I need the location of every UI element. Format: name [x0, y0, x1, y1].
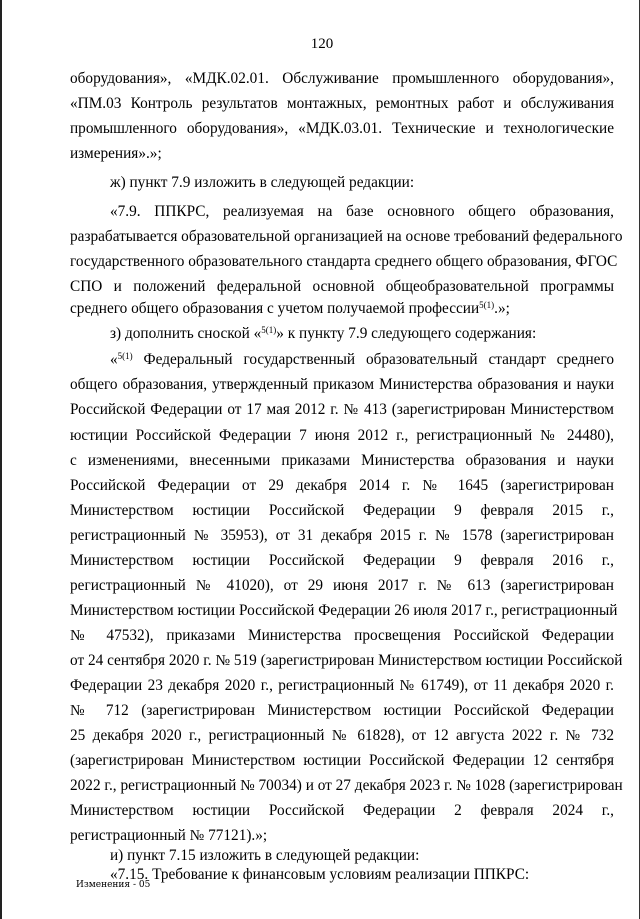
page-number: 120 [310, 36, 334, 52]
footnote-ref: 5(1) [479, 300, 495, 310]
footnote-ref: 5(1) [117, 351, 133, 361]
text-line: Федерации 23 декабря 2020 г., регистрационный № 61749), от 11 декабря 2020 г. [70, 677, 614, 694]
text-line: Министерством юстиции Российской Федерации 2 февраля 2024 г., [70, 802, 614, 819]
text-line: Российской Федерации от 17 мая 2012 г. № 413 (зарегистрирован Министерством [70, 401, 614, 418]
text-line: промышленного оборудования», «МДК.03.01. Технические и технологические [70, 120, 614, 137]
text-line: СПО и положений федеральной основной общеобразовательной программы [70, 278, 614, 295]
text-line: регистрационный № 35953), от 31 декабря 2015 г. № 1578 (зарегистрирован [70, 527, 614, 544]
text-line: от 24 сентября 2020 г. № 519 (зарегистрирован Министерством юстиции Российской [70, 652, 623, 669]
text-line: з) дополнить сноской «$^{5(1)}$» к пункту 7.9 следующего содержания: [110, 325, 537, 342]
text-line: (зарегистрирован Министерством юстиции Российской Федерации 12 сентября [70, 752, 614, 769]
text-line: № 712 (зарегистрирован Министерством юстиции Российской Федерации [70, 702, 614, 719]
text-line: регистрационный № 41020), от 29 июня 2017 г. № 613 (зарегистрирован [70, 577, 614, 594]
text-line: оборудования», «МДК.02.01. Обслуживание промышленного оборудования», [70, 70, 614, 87]
text-line: измерения».»; [70, 145, 162, 162]
text-line: разрабатывается образовательной организацией на основе требований федерального [70, 228, 623, 245]
text-line: и) пункт 7.15 изложить в следующей редакции: [110, 847, 420, 864]
text-line: «7.15. Требование к финансовым условиям реализации ППКРС: [110, 866, 530, 883]
text-line: «$^{5(1)}$ Федеральный государственный образовательный стандарт среднего [110, 351, 614, 368]
footer-revision-note: Изменения - 05 [76, 880, 151, 890]
text-line: Министерством юстиции Российской Федерации 9 февраля 2015 г., [70, 502, 614, 519]
text-line: 25 декабря 2020 г., регистрационный № 61828), от 12 августа 2022 г. № 732 [70, 727, 614, 744]
text-line: Российской Федерации от 29 декабря 2014 г. № 1645 (зарегистрирован [70, 477, 614, 494]
text-line: «7.9. ППКРС, реализуемая на базе основного общего образования, [110, 203, 614, 220]
text-line: с изменениями, внесенными приказами Министерства образования и науки [70, 452, 614, 469]
text-line: Министерством юстиции Российской Федерации 9 февраля 2016 г., [70, 552, 614, 569]
text-line: 2022 г., регистрационный № 70034) и от 27 декабря 2023 г. № 1028 (зарегистрирован [70, 777, 623, 794]
footnote-ref: 5(1) [261, 325, 277, 335]
text-line: государственного образовательного стандарта среднего общего образования, ФГОС [70, 253, 618, 270]
text-line: регистрационный № 77121).»; [70, 827, 268, 844]
text-line: ж) пункт 7.9 изложить в следующей редакции: [110, 174, 415, 191]
text-line: «ПМ.03 Контроль результатов монтажных, ремонтных работ и обслуживания [70, 95, 614, 112]
text-line: среднего общего образования с учетом получаемой профессии$^{5(1)}$.»; [70, 300, 510, 317]
text-line: Министерством юстиции Российской Федерации 26 июля 2017 г., регистрационный [70, 602, 618, 619]
text-line: общего образования, утвержденный приказом Министерства образования и науки [70, 376, 614, 393]
text-line: юстиции Российской Федерации 7 июня 2012 г., регистрационный № 24480), [70, 427, 614, 444]
text-line: № 47532), приказами Министерства просвещения Российской Федерации [70, 627, 614, 644]
